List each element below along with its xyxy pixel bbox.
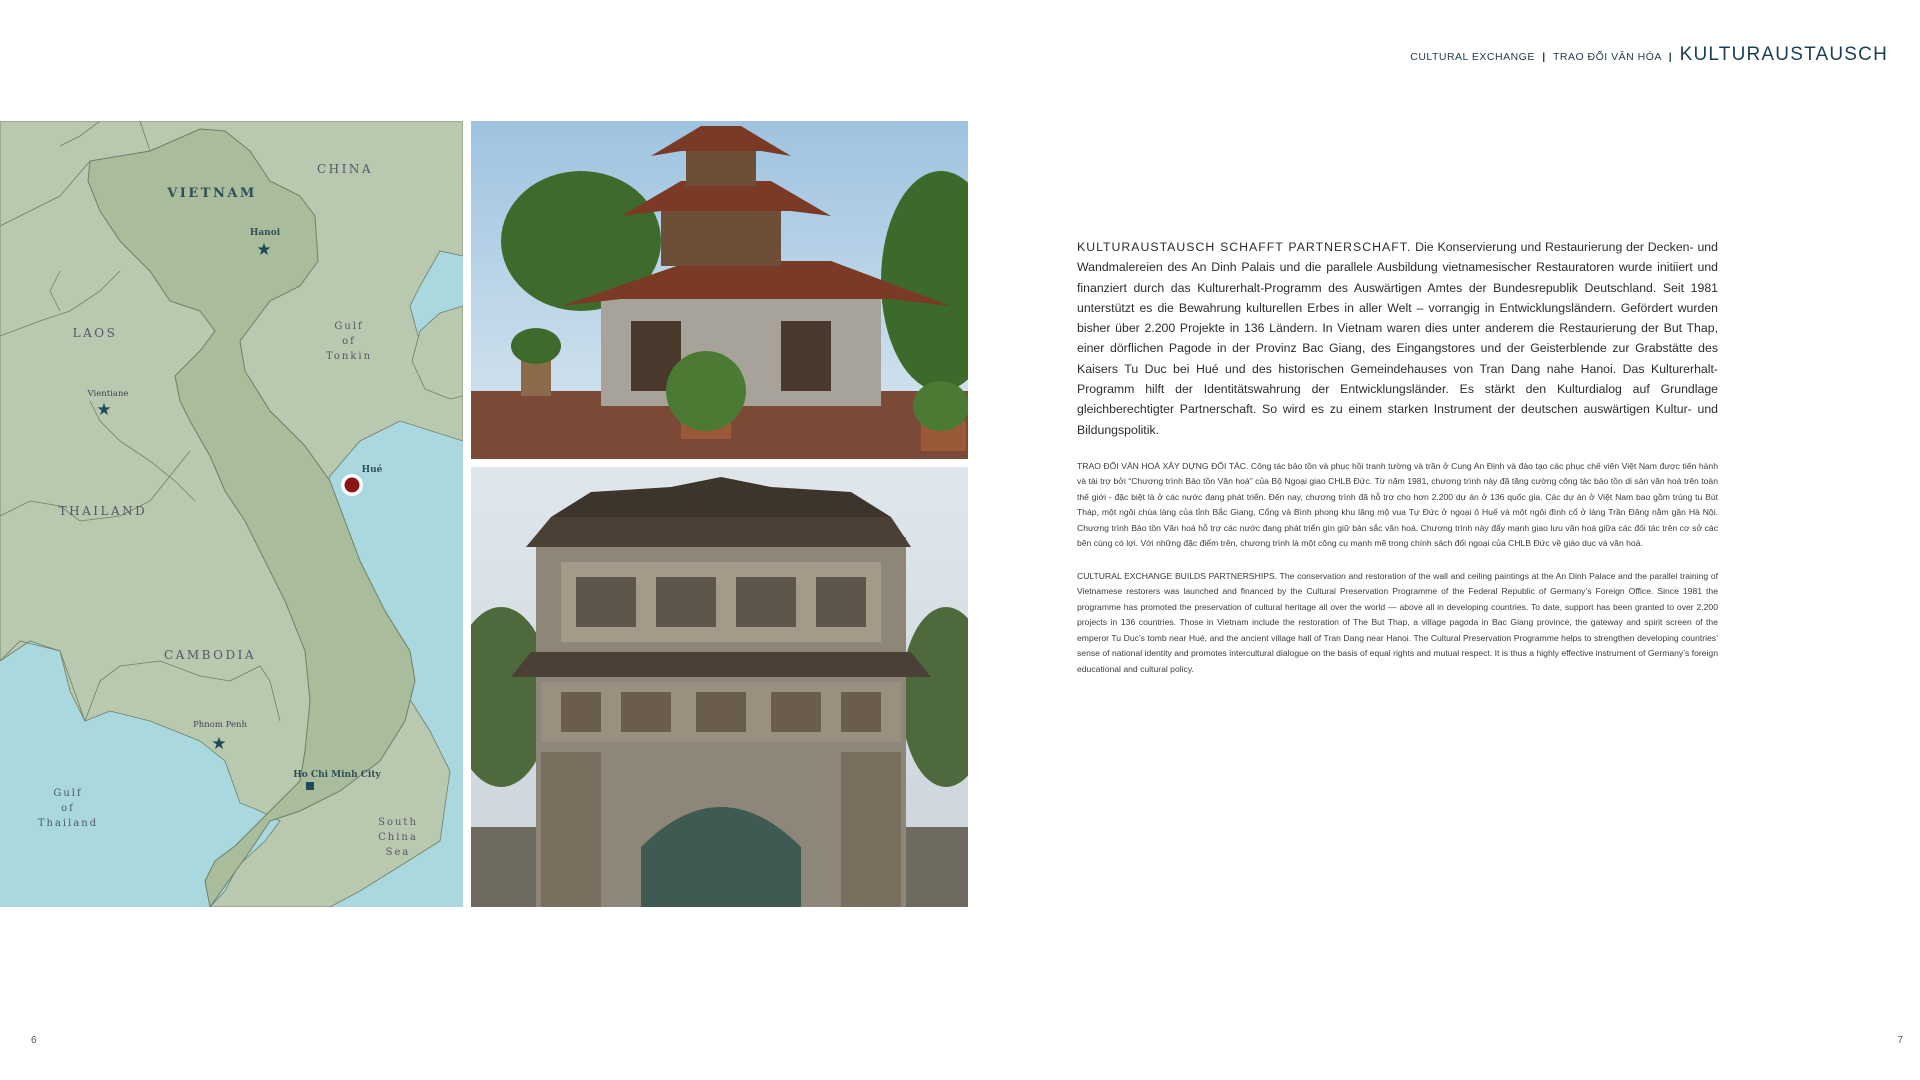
capital-star-icon: ★ — [256, 240, 272, 260]
svg-text:Gulf: Gulf — [334, 321, 364, 332]
header-separator: | — [1542, 51, 1546, 63]
header-en: CULTURAL EXCHANGE — [1410, 51, 1535, 63]
paragraph-vietnamese — [1077, 459, 1718, 552]
header-de: KULTURAUSTAUSCH — [1679, 44, 1888, 65]
hue-marker-icon — [345, 478, 360, 493]
city-square-icon — [306, 782, 314, 790]
map-label-thailand: THAILAND — [58, 504, 148, 518]
svg-text:of: of — [342, 336, 356, 347]
gate-roof-lower — [511, 652, 931, 677]
svg-text:Gulf: Gulf — [53, 788, 83, 799]
svg-text:China: China — [378, 832, 418, 843]
page-number-left: 6 — [31, 1035, 37, 1046]
vietnamese-lead: TRAO ĐỔI VĂN HOÁ XÂY DỰNG ĐỐI TÁC. — [1077, 460, 1249, 471]
map-city-vientiane: Vientiane — [87, 389, 129, 399]
german-lead: KULTURAUSTAUSCH SCHAFFT PARTNERSCHAFT. — [1077, 240, 1412, 254]
svg-text:Tonkin: Tonkin — [325, 351, 373, 362]
map-label-laos: LAOS — [72, 326, 118, 340]
svg-text:South: South — [378, 817, 418, 828]
svg-text:Thailand: Thailand — [37, 818, 99, 829]
map-city-hanoi: Hanoi — [249, 228, 281, 238]
gate-roof-top — [526, 517, 911, 547]
paragraph-german — [1077, 237, 1718, 440]
german-body: Die Konservierung und Restaurierung der Decken- und Wandmalereien des An Dinh Palais und die parallele Ausbildung vietnamesischer Restauratoren wurde initiiert und finanziert durch das Kulturerhalt-Programm des Auswärtigen Amtes der Bundesrepublik Deutschland. Seit 1981 unterstützt es die Bewahrung kulturellen Erbes in aller Welt – vorrangig in Entwicklungsländern. Gefördert wurden bisher über 2.200 Projekte in 136 Ländern. In Vietnam waren dies unter anderem die Restaurierung der But Thap, einer dörflichen Pagode in der Provinz Bac Giang, des Eingangstores und der Geisterblende zur Grabstätte des Kaisers Tu Duc bei Hué und des historischen Gemeindehauses von Tran Dang nahe Hanoi. Das Kulturerhalt-Programm hilft der Identitätswahrung der Entwicklungsländer. Es stärkt den Kulturdialog auf Grundlage gleichberechtigter Partnerschaft. So wird es zu einem starken Instrument der deutschen auswärtigen Kultur- und Bildungspolitik. — [1077, 240, 1718, 437]
header-separator: | — [1668, 51, 1673, 63]
capital-star-icon: ★ — [211, 734, 227, 754]
map-label-vietnam: VIETNAM — [167, 186, 257, 201]
svg-text:of: of — [61, 803, 75, 814]
english-lead: CULTURAL EXCHANGE BUILDS PARTNERSHIPS. — [1077, 570, 1278, 581]
vietnamese-body: Công tác bảo tồn và phục hồi tranh tường và trần ở Cung An Định và đào tạo các phục chế viên Việt Nam được tiến hành và tài trợ bởi “Chương trình Bảo tồn Văn hoá” của Bộ Ngoại giao CHLB Đức. Từ năm 1981, chương trình này đã tăng cường công tác bảo tồn di sản văn hoá trên toàn thế giới - đặc biệt là ở các nước đang phát triển. Đến nay, chương trình đã hỗ trợ cho hơn 2.200 dự án ở 136 quốc gia. Các dự án ở Việt Nam bao gồm trùng tu Bút Tháp, một ngôi chùa làng của tỉnh Bắc Giang, Cổng và Bình phong khu lăng mộ vua Tự Đức ở ngoại ô Huế và một ngôi đình cổ ở làng Trần Đăng nằm gần Hà Nội. Chương trình Bảo tồn Văn hoá hỗ trợ các nước đang phát triển gìn giữ bản sắc văn hoá. Chương trình này đẩy mạnh giao lưu văn hoá giữa các đối tác trên cơ sở các bên cùng có lợi. Với những đặc điểm trên, chương trình là một công cụ mạnh mẽ trong chính sách đối ngoại của CHLB Đức về giáo dục và văn hoá. — [1077, 460, 1718, 549]
map-label-china: CHINA — [316, 162, 374, 176]
paragraph-english — [1077, 569, 1718, 678]
map-label-cambodia: CAMBODIA — [163, 648, 257, 662]
text-column — [1077, 237, 1718, 677]
map-city-hue: Hué — [361, 465, 383, 475]
running-header — [1410, 44, 1888, 66]
pagoda-photo — [471, 121, 968, 459]
capital-star-icon: ★ — [96, 400, 112, 420]
english-body: The conservation and restoration of the wall and ceiling paintings at the An Dinh Palace and the parallel training of Vietnamese restorers was launched and financed by the Cultural Preservation Programme of the Federal Republic of Germany’s Foreign Office. Since 1981 the programme has promoted the preservation of cultural heritage all over the world — above all in developing countries. To date, support has been granted to over 2,200 projects in 136 countries. Those in Vietnam include the restoration of The But Thap, a village pagoda in Bac Giang province, the gateway and spirit screen of the emperor Tu Duc’s tomb near Hué, and the ancient village hall of Tran Dang near Hanoi. The Cultural Preservation Programme helps to strengthen developing countries’ sense of national identity and promotes intercultural dialogue on the basis of equal rights and mutual respect. It is thus a highly effective instrument of Germany’s foreign educational and cultural policy. — [1077, 570, 1718, 674]
gate-photo — [471, 467, 968, 907]
header-vi: TRAO ĐỔI VĂN HÓA — [1552, 51, 1662, 63]
page-number-right: 7 — [1897, 1035, 1903, 1046]
map-city-hcmc: Ho Chi Minh City — [293, 770, 381, 780]
vietnam-map — [0, 121, 463, 907]
map-city-phnom-penh: Phnom Penh — [193, 720, 247, 730]
svg-text:Sea: Sea — [385, 847, 411, 858]
